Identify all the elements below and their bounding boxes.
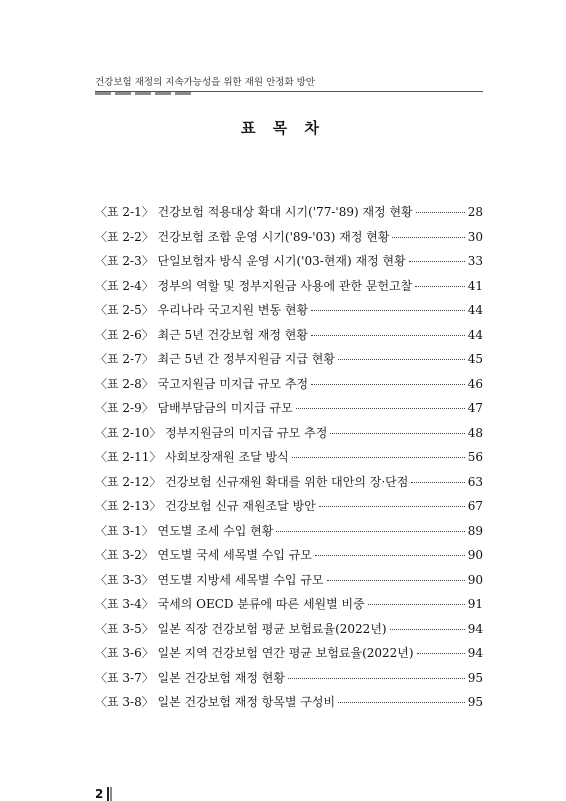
toc-entry-page: 94 <box>467 621 483 636</box>
toc-entry-page: 91 <box>467 597 483 611</box>
toc-entry-label: 〈표 2-6〉 최근 5년 건강보험 재정 현황 <box>95 327 308 342</box>
toc-entry[interactable] <box>95 497 483 522</box>
toc-entry[interactable] <box>95 595 483 620</box>
toc-entry[interactable] <box>95 228 483 253</box>
toc-entry-page: 41 <box>467 278 483 293</box>
toc-entry[interactable] <box>95 350 483 375</box>
page-number: 2 <box>95 787 104 801</box>
toc-dot-leader <box>276 531 464 532</box>
toc-entry-page: 67 <box>467 499 483 513</box>
toc-entry[interactable] <box>95 644 483 669</box>
toc-entry[interactable] <box>95 277 483 302</box>
toc-entry[interactable] <box>95 375 483 400</box>
toc-entry-label: 〈표 3-6〉 일본 지역 건강보험 연간 평균 보험료율(2022년) <box>95 646 414 660</box>
toc-entry-page: 90 <box>467 572 483 587</box>
toc-entry-page: 95 <box>467 670 483 685</box>
toc-entry-label: 〈표 2-8〉 국고지원금 미지급 규모 추정 <box>95 376 309 391</box>
toc-entry-page: 28 <box>467 205 483 219</box>
toc-entry-page: 33 <box>467 254 483 268</box>
toc-dot-leader <box>390 629 465 630</box>
toc-entry[interactable] <box>95 399 483 424</box>
toc-entry[interactable] <box>95 620 483 645</box>
toc-dot-leader <box>288 678 465 679</box>
toc-dot-leader <box>409 261 465 262</box>
toc-dot-leader <box>296 408 465 409</box>
toc-dot-leader <box>416 212 465 213</box>
toc-dot-leader <box>327 580 465 581</box>
toc-entry-label: 〈표 2-7〉 최근 5년 간 정부지원금 지급 현황 <box>95 352 335 366</box>
toc-entry-page: 56 <box>467 450 483 464</box>
toc-dot-leader <box>338 359 465 360</box>
toc-entry-page: 47 <box>467 401 483 415</box>
running-header-title: 건강보험 재정의 지속가능성을 위한 재원 안정화 방안 <box>95 77 316 88</box>
toc-entry-label: 〈표 3-4〉 국세의 OECD 분류에 따른 세원별 비중 <box>95 597 365 611</box>
toc-entry[interactable] <box>95 448 483 473</box>
toc-dot-leader <box>330 433 464 434</box>
toc-entry-label: 〈표 2-11〉 사회보장재원 조달 방식 <box>95 450 289 464</box>
toc-dot-leader <box>338 702 465 703</box>
toc-entry-page: 95 <box>467 695 483 709</box>
toc-dot-leader <box>368 604 465 605</box>
toc-entry[interactable] <box>95 571 483 596</box>
toc-entry-page: 90 <box>467 548 483 562</box>
toc-entry-label: 〈표 2-1〉 건강보험 적용대상 확대 시기('77-'89) 재정 현황 <box>95 205 413 219</box>
toc-entry[interactable] <box>95 693 483 718</box>
toc-dot-leader <box>311 384 465 385</box>
toc-entry-page: 63 <box>467 474 483 489</box>
toc-entry-label: 〈표 2-9〉 담배부담금의 미지급 규모 <box>95 401 293 415</box>
toc-entry-label: 〈표 2-5〉 우리나라 국고지원 변동 현황 <box>95 303 309 317</box>
toc-entry[interactable] <box>95 546 483 571</box>
toc-dot-leader <box>415 286 464 287</box>
toc-entry-page: 44 <box>467 303 483 317</box>
toc-entry-page: 45 <box>467 352 483 366</box>
toc-entry-label: 〈표 3-5〉 일본 직장 건강보험 평균 보험료율(2022년) <box>95 621 387 636</box>
toc-entry-page: 44 <box>467 327 483 342</box>
table-of-tables-list <box>95 203 483 718</box>
toc-entry[interactable] <box>95 669 483 694</box>
toc-entry-label: 〈표 2-10〉 정부지원금의 미지급 규모 추정 <box>95 425 328 440</box>
toc-entry-label: 〈표 3-7〉 일본 건강보험 재정 현황 <box>95 670 285 685</box>
toc-entry-label: 〈표 2-2〉 건강보험 조합 운영 시기('89-'03) 재정 현황 <box>95 229 390 244</box>
toc-dot-leader <box>319 506 465 507</box>
toc-entry[interactable] <box>95 326 483 351</box>
toc-entry[interactable] <box>95 203 483 228</box>
toc-entry[interactable] <box>95 473 483 498</box>
toc-entry-label: 〈표 3-2〉 연도별 국세 세목별 수입 규모 <box>95 548 312 562</box>
toc-entry-label: 〈표 2-4〉 정부의 역할 및 정부지원금 사용에 관한 문헌고찰 <box>95 278 413 293</box>
toc-dot-leader <box>315 555 465 556</box>
toc-dot-leader <box>411 482 464 483</box>
toc-entry-page: 30 <box>467 229 483 244</box>
toc-dot-leader <box>311 310 465 311</box>
page-title: 표 목 차 <box>241 119 325 137</box>
toc-entry-page: 46 <box>467 376 483 391</box>
toc-entry-label: 〈표 3-1〉 연도별 조세 수입 현황 <box>95 523 274 538</box>
toc-entry[interactable] <box>95 301 483 326</box>
toc-entry-label: 〈표 2-3〉 단일보험자 방식 운영 시기('03-현재) 재정 현황 <box>95 254 406 268</box>
toc-dot-leader <box>311 335 465 336</box>
toc-entry[interactable] <box>95 522 483 547</box>
header-decorative-bar <box>95 92 191 95</box>
toc-dot-leader <box>417 653 465 654</box>
toc-entry-label: 〈표 2-12〉 건강보험 신규재원 확대를 위한 대안의 장·단점 <box>95 474 409 489</box>
toc-entry[interactable] <box>95 252 483 277</box>
toc-dot-leader <box>292 457 465 458</box>
toc-entry-page: 89 <box>467 523 483 538</box>
toc-entry[interactable] <box>95 424 483 449</box>
toc-dot-leader <box>392 237 464 238</box>
toc-entry-label: 〈표 3-3〉 연도별 지방세 세목별 수입 규모 <box>95 572 324 587</box>
toc-entry-label: 〈표 2-13〉 건강보험 신규 재원조달 방안 <box>95 499 316 513</box>
toc-entry-page: 94 <box>467 646 483 660</box>
page-number-marker <box>107 787 112 801</box>
toc-entry-label: 〈표 3-8〉 일본 건강보험 재정 항목별 구성비 <box>95 695 336 709</box>
toc-entry-page: 48 <box>467 425 483 440</box>
